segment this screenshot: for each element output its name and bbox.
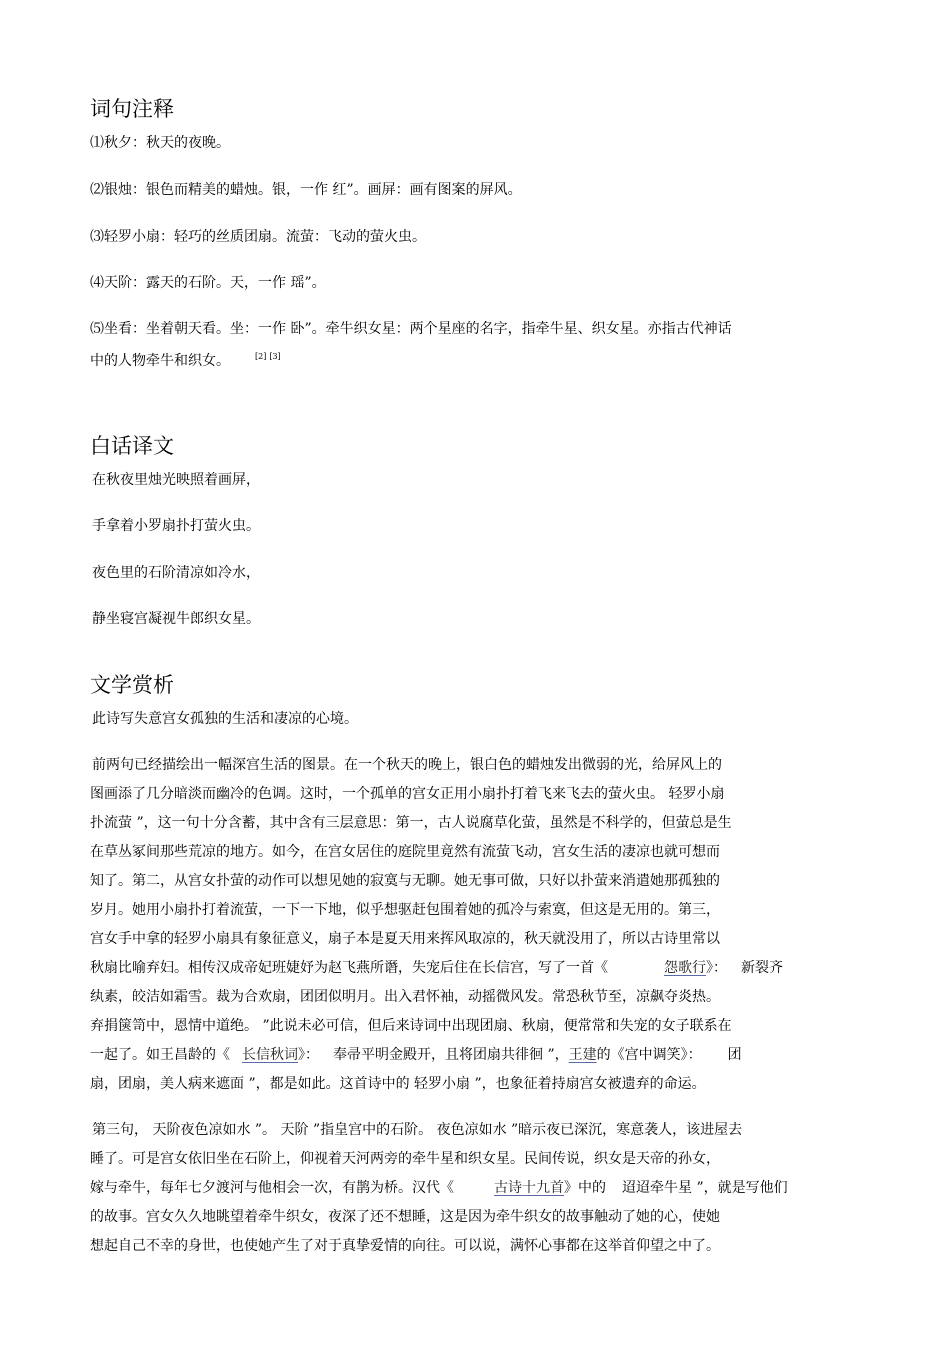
link-changxinqiuci[interactable]: 长信秋词 [242, 1047, 298, 1063]
line-text: 迢迢牵牛星 ”，就是写他们 [622, 1180, 788, 1196]
paragraph-line: 扑流萤 ”，这一句十分含蓄，其中含有三层意思：第一，古人说腐草化萤，虽然是不科学的，但萤总是生 [90, 815, 732, 831]
translation-line: 夜色里的石阶清凉如冷水， [92, 565, 260, 581]
note-line: ⑸坐看：坐着朝天看。坐：一作 卧”。牵牛织女星：两个星座的名字，指牵牛星、织女星。亦指古代神话 [90, 321, 732, 337]
paragraph-line: 弃捐箧笥中，恩情中道绝。 ”此说未必可信，但后来诗词中出现团扇、秋扇，便常常和失宠的女子联系在 [90, 1018, 732, 1034]
line-text: 奉帚平明金殿开，且将团扇共徘徊 ”， [333, 1047, 569, 1063]
paragraph-line: 在草丛冢间那些荒凉的地方。如今，在宫女居住的庭院里竟然有流萤飞动，宫女生活的凄凉也就可想而 [90, 844, 720, 860]
line-text: 》： [298, 1047, 319, 1063]
line-text: 》： [706, 960, 727, 976]
reference-link[interactable]: [3] [269, 352, 281, 361]
note-text: 中的人物牵牛和织女。 [90, 353, 230, 369]
note-line: ⑶轻罗小扇：轻巧的丝质团扇。流萤：飞动的萤火虫。 [90, 229, 426, 245]
line-text: 新裂齐 [741, 960, 783, 976]
translation-line: 静坐寝宫凝视牛郎织女星。 [92, 611, 260, 627]
paragraph-line: 知了。第二，从宫女扑萤的动作可以想见她的寂寞与无聊。她无事可做，只好以扑萤来消遣她那孤独的 [90, 873, 720, 889]
line-text: 秋扇比喻弃妇。相传汉成帝妃班婕妤为赵飞燕所谮，失宠后住在长信宫，写了一首《 [90, 960, 608, 976]
paragraph-line [90, 1046, 742, 1064]
line-text: 一起了。如王昌龄的《 [90, 1047, 230, 1063]
paragraph-line: 纨素，皎洁如霜雪。裁为合欢扇，团团似明月。出入君怀袖，动摇微风发。常恐秋节至，凉飙夺炎热。 [90, 989, 720, 1005]
paragraph-line: 扇，团扇，美人病来遮面 ”，都是如此。这首诗中的 轻罗小扇 ”，也象征着持扇宫女被遗弃的命运。 [90, 1076, 706, 1092]
note-line: ⑵银烛：银色而精美的蜡烛。银，一作 红”。画屏：画有图案的屏风。 [90, 182, 522, 198]
paragraph-line: 图画添了几分暗淡而幽冷的色调。这时，一个孤单的宫女正用小扇扑打着飞来飞去的萤火虫。 轻罗小扇 [90, 786, 725, 802]
line-text: 的《宫中调笑》： [596, 1047, 702, 1063]
notes-heading: 词句注释 [90, 97, 174, 121]
line-text: 团 [727, 1047, 742, 1063]
reference-link[interactable]: [2] [255, 352, 267, 361]
link-yuangexing[interactable]: 怨歌行 [664, 960, 706, 976]
note-line-last [90, 348, 281, 370]
translation-line: 手拿着小罗扇扑打萤火虫。 [92, 518, 260, 534]
note-line: ⑷天阶：露天的石阶。天，一作 瑶”。 [90, 275, 326, 291]
paragraph-line [90, 1179, 788, 1197]
paragraph-line: 睡了。可是宫女依旧坐在石阶上，仰视着天河两旁的牵牛星和织女星。民间传说，织女是天帝的孙女， [90, 1151, 720, 1167]
paragraph-line: 宫女手中拿的轻罗小扇具有象征意义，扇子本是夏天用来挥风取凉的，秋天就没用了，所以古诗里常以 [90, 931, 720, 947]
link-gushishijiushou[interactable]: 古诗十九首 [494, 1180, 564, 1196]
line-text: 》中的 [564, 1180, 606, 1196]
appreciation-heading: 文学赏析 [90, 673, 174, 697]
paragraph-line [90, 959, 783, 977]
link-wangjian[interactable]: 王建 [568, 1047, 597, 1063]
paragraph-line: 前两句已经描绘出一幅深宫生活的图景。在一个秋天的晚上，银白色的蜡烛发出微弱的光，给屏风上的 [92, 757, 722, 773]
line-text: 嫁与牵牛，每年七夕渡河与他相会一次，有鹊为桥。汉代《 [90, 1180, 454, 1196]
paragraph-line: 岁月。她用小扇扑打着流萤，一下一下地，似乎想驱赶包围着她的孤冷与索寞，但这是无用的。第三， [90, 902, 720, 918]
note-line: ⑴秋夕：秋天的夜晚。 [90, 135, 230, 151]
translation-heading: 白话译文 [90, 434, 174, 458]
paragraph-line: 的故事。宫女久久地眺望着牵牛织女，夜深了还不想睡，这是因为牵牛织女的故事触动了她的心，使她 [90, 1209, 720, 1225]
paragraph-line: 想起自己不幸的身世，也使她产生了对于真挚爱情的向往。可以说，满怀心事都在这举首仰望之中了。 [90, 1238, 720, 1254]
translation-line: 在秋夜里烛光映照着画屏， [92, 472, 260, 488]
appreciation-intro: 此诗写失意宫女孤独的生活和凄凉的心境。 [92, 711, 358, 727]
paragraph-line: 第三句， 天阶夜色凉如水 ”。 天阶 ”指皇宫中的石阶。 夜色凉如水 ”暗示夜已深沉，寒意袭人，该进屋去 [92, 1122, 743, 1138]
